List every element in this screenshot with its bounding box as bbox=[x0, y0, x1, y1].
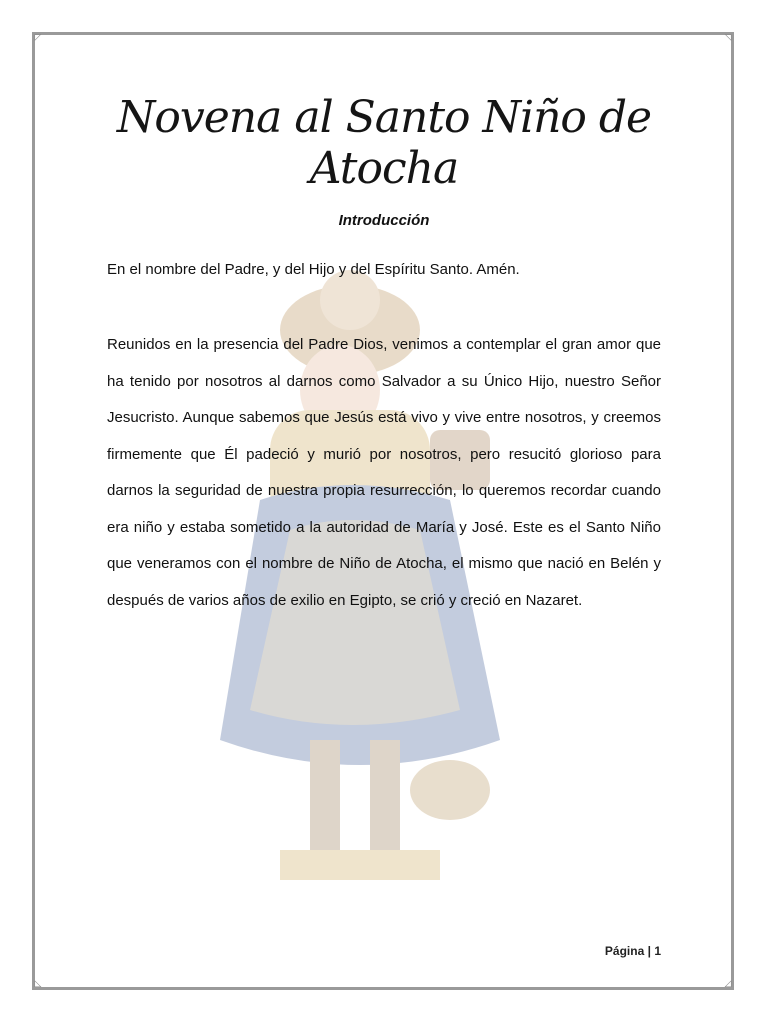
corner-ornament-icon: ◺ bbox=[34, 979, 42, 989]
section-heading: Introducción bbox=[338, 212, 430, 229]
page-separator: | bbox=[647, 944, 651, 958]
opening-paragraph: En el nombre del Padre, y del Hijo y del Espíritu Santo. Amén. bbox=[107, 261, 520, 278]
corner-ornament-icon: ◸ bbox=[34, 33, 42, 43]
introduction-paragraph: Reunidos en la presencia del Padre Dios, venimos a contemplar el gran amor que ha tenido por nosotros al darnos como Salvador a su Único Hijo, nuestro Señor Jesucristo. Aunque sabemos que Jesús está vivo y vive entre nosotros, y creemos firmemente que Él padeció y murió por nosotros, pero resucitó glorioso para darnos la seguridad de nuestra propia resurrección, lo queremos recordar cuando era niño y estaba sometido a la autoridad de María y José. Este es el Santo Niño que veneramos con el nombre de Niño de Atocha, el mismo que nació en Belén y después de varios años de exilio en Egipto, se crió y creció en Nazaret. bbox=[107, 336, 661, 609]
corner-ornament-icon: ◹ bbox=[724, 33, 732, 43]
page-number: 1 bbox=[654, 944, 661, 958]
page-footer bbox=[605, 944, 661, 958]
corner-ornament-icon: ◿ bbox=[724, 979, 732, 989]
page-label: Página bbox=[604, 944, 645, 958]
page-title: Novena al Santo Niño de Atocha bbox=[116, 92, 652, 194]
